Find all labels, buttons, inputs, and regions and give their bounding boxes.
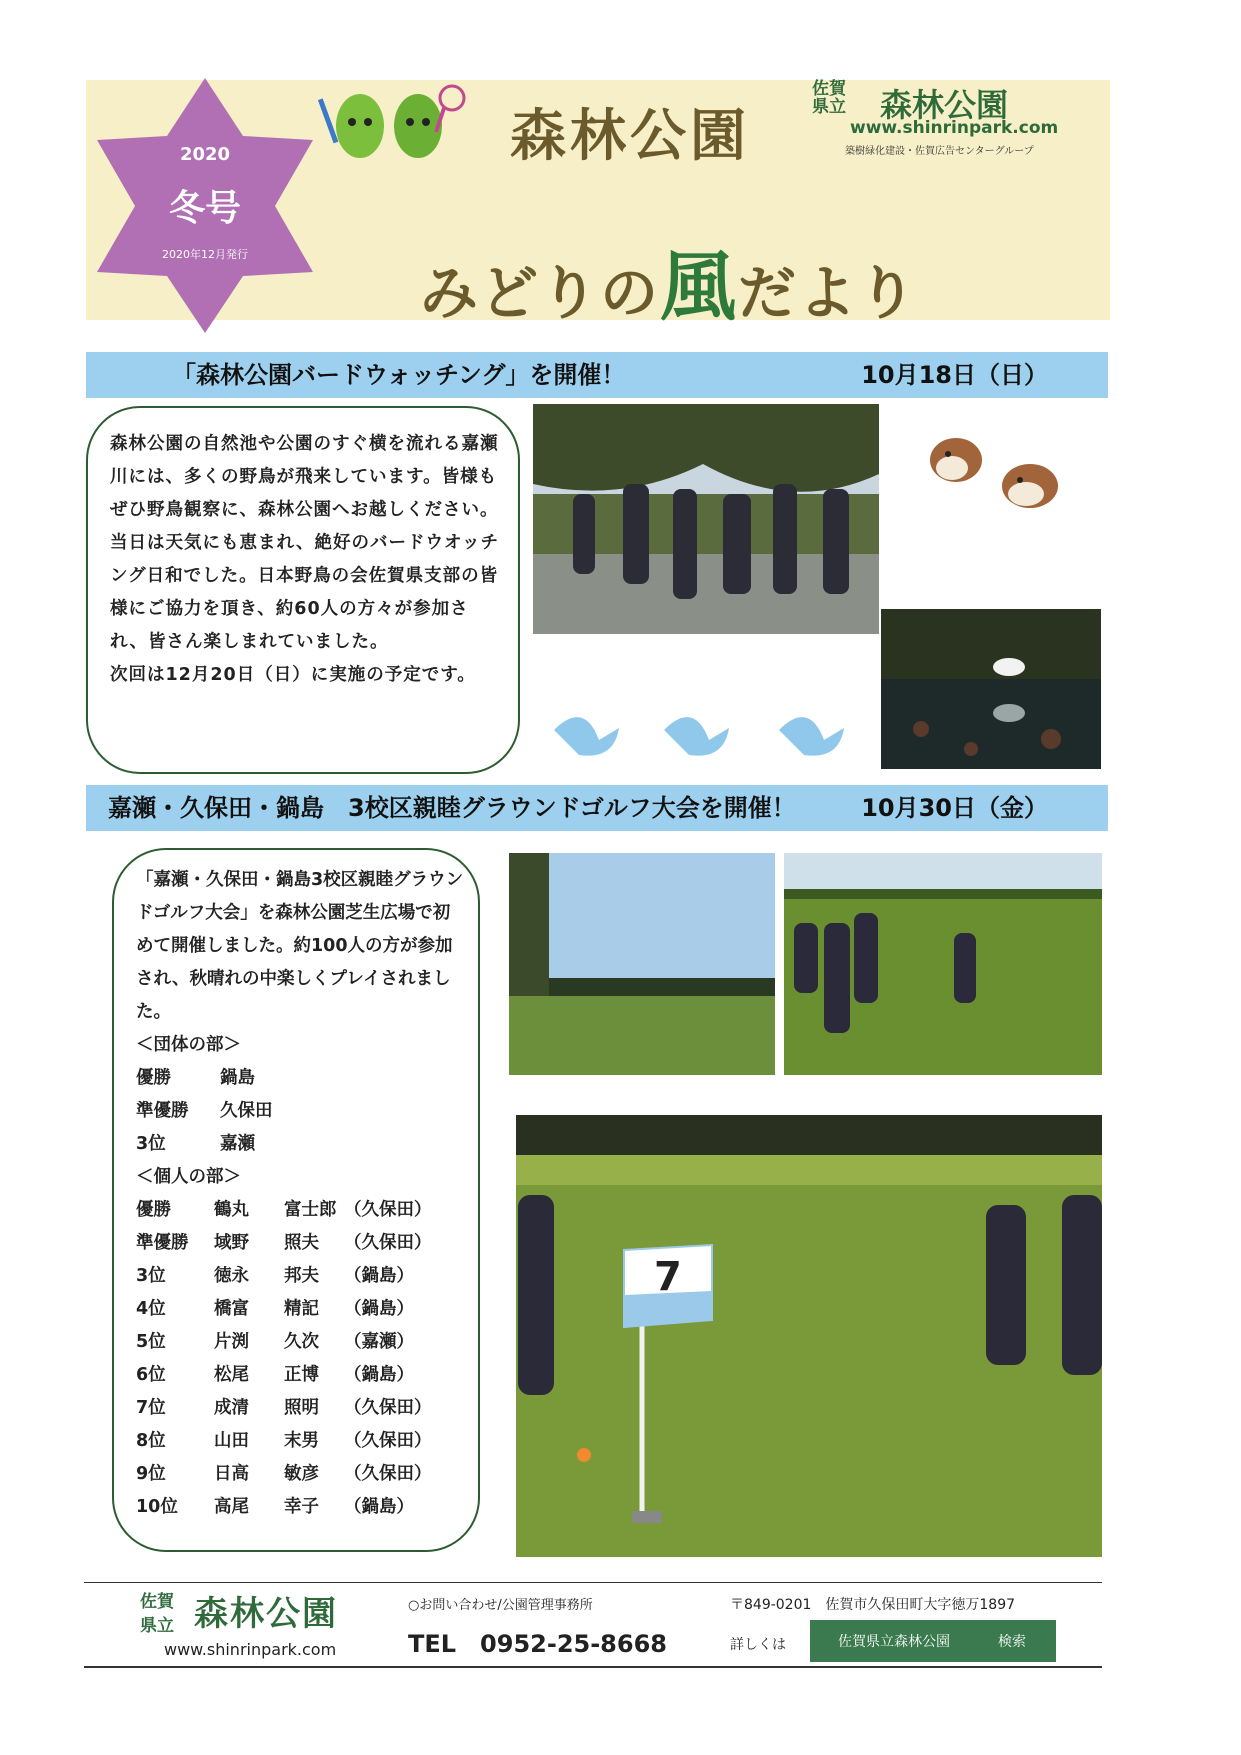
individual-result-row bbox=[136, 1260, 466, 1293]
photo-bird-watching-group bbox=[533, 404, 879, 634]
brand-prefecture: 佐賀県立 bbox=[812, 79, 846, 117]
team-result-row bbox=[136, 1128, 466, 1161]
result-district: （久保田） bbox=[344, 1431, 432, 1451]
result-team: 嘉瀬 bbox=[220, 1134, 255, 1154]
result-family-name: 域野 bbox=[214, 1233, 249, 1253]
result-district: （鍋島） bbox=[344, 1266, 414, 1286]
individual-result-row bbox=[136, 1458, 466, 1491]
section-title: 「森林公園バードウォッチング」を開催！ bbox=[172, 361, 626, 389]
section-banner-ground-golf bbox=[86, 785, 1108, 831]
result-family-name: 成清 bbox=[214, 1398, 249, 1418]
photo-golf-flag bbox=[516, 1115, 1102, 1557]
individual-results-heading: ＜個人の部＞ bbox=[136, 1167, 241, 1187]
article-text-bird-watching bbox=[110, 428, 505, 692]
subtitle-kanji: 風 bbox=[660, 242, 739, 331]
result-given-name: 久次 bbox=[284, 1332, 319, 1352]
article-body: 「嘉瀬・久保田・鍋島3校区親睦グラウンドゴルフ大会」を森林公園芝生広場で初めて開催しました。約100人の方が参加され、秋晴れの中楽しくプレイされました。 bbox=[136, 870, 464, 1022]
footer-search-button[interactable]: 検索 bbox=[998, 1634, 1026, 1650]
issue-date: 2020年12月発行 bbox=[162, 248, 248, 261]
blue-birds-illustration-icon bbox=[544, 690, 864, 776]
subtitle-pre: みどりの bbox=[420, 259, 661, 327]
footer-search-text: 佐賀県立森林公園 bbox=[838, 1634, 950, 1650]
footer-url[interactable]: www.shinrinpark.com bbox=[164, 1640, 337, 1659]
photo-heron-pond bbox=[881, 609, 1101, 769]
individual-result-row bbox=[136, 1227, 466, 1260]
result-rank: 7位 bbox=[136, 1398, 166, 1418]
result-rank: 準優勝 bbox=[136, 1101, 189, 1121]
team-result-row bbox=[136, 1095, 466, 1128]
result-district: （鍋島） bbox=[344, 1365, 414, 1385]
result-rank: 準優勝 bbox=[136, 1233, 189, 1253]
result-family-name: 山田 bbox=[214, 1431, 249, 1451]
section-date: 10月18日（日） bbox=[861, 361, 1048, 389]
individual-result-row bbox=[136, 1293, 466, 1326]
footer-divider-bottom bbox=[84, 1666, 1102, 1668]
sparrow-illustration-icon bbox=[918, 420, 1078, 520]
individual-result-row bbox=[136, 1359, 466, 1392]
individual-results-list bbox=[136, 1194, 466, 1524]
result-district: （鍋島） bbox=[344, 1497, 414, 1517]
result-rank: 優勝 bbox=[136, 1200, 171, 1220]
result-rank: 優勝 bbox=[136, 1068, 171, 1088]
individual-result-row bbox=[136, 1491, 466, 1524]
result-given-name: 幸子 bbox=[284, 1497, 319, 1517]
footer-tel: TEL 0952-25-8668 bbox=[408, 1630, 667, 1658]
result-district: （鍋島） bbox=[344, 1299, 414, 1319]
article-body: 森林公園の自然池や公園のすぐ横を流れる嘉瀬川には、多くの野鳥が飛来しています。皆様もぜひ野鳥観察に、森林公園へお越しください。当日は天気にも恵まれ、絶好のバードウオッチング日和でした。日本野鳥の会佐賀県支部の皆様にご協力を頂き、約60人の方々が参加され、皆さん楽しまれていました。 bbox=[110, 434, 500, 652]
individual-result-row bbox=[136, 1425, 466, 1458]
result-district: （久保田） bbox=[344, 1464, 432, 1484]
result-family-name: 日高 bbox=[214, 1464, 249, 1484]
result-given-name: 照明 bbox=[284, 1398, 319, 1418]
result-rank: 5位 bbox=[136, 1332, 166, 1352]
section-date: 10月30日（金） bbox=[861, 794, 1048, 822]
individual-result-row bbox=[136, 1326, 466, 1359]
result-rank: 9位 bbox=[136, 1464, 166, 1484]
footer-prefecture: 佐賀県立 bbox=[140, 1592, 174, 1636]
subtitle-post: だより bbox=[738, 259, 919, 327]
flag-number: 7 bbox=[654, 1254, 682, 1300]
issue-year: 2020 bbox=[179, 144, 231, 165]
header-title: 森林公園 bbox=[510, 103, 750, 169]
article-next-event: 次回は12月20日（日）に実施の予定です。 bbox=[110, 665, 476, 685]
photo-golf-course-wide bbox=[509, 853, 775, 1075]
brand-name: 森林公園 bbox=[880, 86, 1009, 124]
team-results-heading: ＜団体の部＞ bbox=[136, 1035, 241, 1055]
footer-divider-top bbox=[84, 1582, 1102, 1583]
result-rank: 3位 bbox=[136, 1134, 166, 1154]
result-given-name: 精記 bbox=[284, 1299, 319, 1319]
result-district: （嘉瀬） bbox=[344, 1332, 414, 1352]
result-district: （久保田） bbox=[344, 1398, 432, 1418]
footer-address: 〒849-0201 佐賀市久保田町大字徳万1897 bbox=[730, 1597, 1016, 1613]
result-given-name: 敏彦 bbox=[284, 1464, 319, 1484]
mascot-icon bbox=[318, 84, 468, 164]
section-banner-bird-watching bbox=[86, 352, 1108, 398]
result-given-name: 邦夫 bbox=[284, 1266, 319, 1286]
footer-more-label: 詳しくは bbox=[730, 1637, 786, 1653]
result-rank: 8位 bbox=[136, 1431, 166, 1451]
result-rank: 3位 bbox=[136, 1266, 166, 1286]
newsletter-subtitle bbox=[420, 226, 918, 335]
footer-contact-label: ○お問い合わせ/公園管理事務所 bbox=[408, 1598, 593, 1613]
result-family-name: 松尾 bbox=[214, 1365, 249, 1385]
photo-golf-players bbox=[784, 853, 1102, 1075]
section-title: 嘉瀬・久保田・鍋島 3校区親睦グラウンドゴルフ大会を開催！ bbox=[108, 794, 796, 822]
result-family-name: 鶴丸 bbox=[214, 1200, 249, 1220]
brand-url[interactable]: www.shinrinpark.com bbox=[850, 118, 1059, 138]
result-rank: 6位 bbox=[136, 1365, 166, 1385]
result-district: （久保田） bbox=[344, 1233, 432, 1253]
result-given-name: 末男 bbox=[284, 1431, 319, 1451]
team-result-row bbox=[136, 1062, 466, 1095]
result-given-name: 富士郎 bbox=[284, 1200, 337, 1220]
individual-result-row bbox=[136, 1194, 466, 1227]
result-team: 鍋島 bbox=[220, 1068, 255, 1088]
brand-group: 築樹緑化建設・佐賀広告センターグループ bbox=[845, 146, 1034, 157]
result-family-name: 高尾 bbox=[214, 1497, 249, 1517]
result-family-name: 片渕 bbox=[214, 1332, 249, 1352]
result-rank: 10位 bbox=[136, 1497, 178, 1517]
result-family-name: 徳永 bbox=[214, 1266, 249, 1286]
result-rank: 4位 bbox=[136, 1299, 166, 1319]
result-district: （久保田） bbox=[344, 1200, 432, 1220]
footer-search-box[interactable] bbox=[810, 1620, 1056, 1662]
result-given-name: 正博 bbox=[284, 1365, 319, 1385]
footer-park-name: 森林公園 bbox=[194, 1594, 338, 1634]
result-given-name: 照夫 bbox=[284, 1233, 319, 1253]
article-text-ground-golf bbox=[136, 864, 466, 1524]
result-team: 久保田 bbox=[220, 1101, 273, 1121]
issue-season: 冬号 bbox=[168, 188, 241, 229]
result-family-name: 橋富 bbox=[214, 1299, 249, 1319]
individual-result-row bbox=[136, 1392, 466, 1425]
